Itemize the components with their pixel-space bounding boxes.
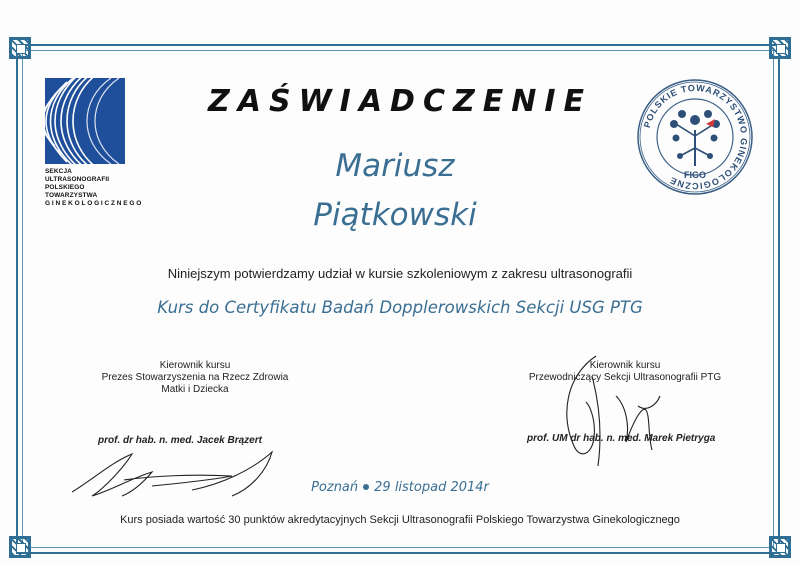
corner-ornament-bottom-left [9,536,31,558]
left-handwritten-signature [62,440,312,510]
left-signatory-title-line1: Prezes Stowarzyszenia na Rzecz Zdrowia [101,372,289,383]
confirmation-text: Niniejszym potwierdzamy udział w kursie szkoleniowym z zakresu ultrasonografii [167,266,633,281]
section-logo [45,78,144,207]
recipient-last-name: Piątkowski [313,197,477,233]
corner-ornament-top-right [769,37,791,59]
bullet-dot-icon [363,484,369,490]
corner-ornament-top-left [9,37,31,59]
logo-emblem-icon [45,78,125,164]
logo-caption [45,168,144,208]
left-signatory-name: prof. dr hab. n. med. Jacek Brązert [98,435,262,446]
date: 29 listopad 2014r [374,480,489,495]
corner-ornament-bottom-right [769,536,791,558]
certificate-title: ZAŚWIADCZENIE [208,84,592,119]
seal-ring-text: POLSKIE TOWARZYSTWO GINEKOLOGICZNE [641,82,750,192]
seal-tree-icon [670,110,720,166]
right-signatory-title-line1: Przewodniczący Sekcji Ultrasonografii PTG [528,372,722,383]
place: Poznań [311,480,359,495]
left-signatory-block [60,360,330,396]
right-signatory-name: prof. UM dr hab. n. med. Marek Pietryga [527,433,716,444]
left-signatory-title-line2: Matki i Dziecka [161,384,229,395]
seal-center-text: FIGO [684,170,706,180]
accreditation-footer: Kurs posiada wartość 30 punktów akredytacyjnych Sekcji Ultrasonografii Polskiego Towarzystwa Ginekologicznego [120,514,680,526]
course-name: Kurs do Certyfikatu Badań Dopplerowskich Sekcji USG PTG [157,298,643,317]
right-handwritten-signature [556,346,676,476]
place-date-line [0,480,800,495]
right-signatory-role: Kierownik kursu [589,360,661,371]
logo-caption-line1: SEKCJA ULTRASONOGRAFII [45,168,110,183]
ptg-seal [636,78,754,196]
logo-caption-line3: GINEKOLOGICZNEGO [45,200,144,207]
left-signatory-role: Kierownik kursu [159,360,231,371]
recipient-first-name: Mariusz [335,148,455,184]
logo-caption-line2: POLSKIEGO TOWARZYSTWA [45,184,98,199]
